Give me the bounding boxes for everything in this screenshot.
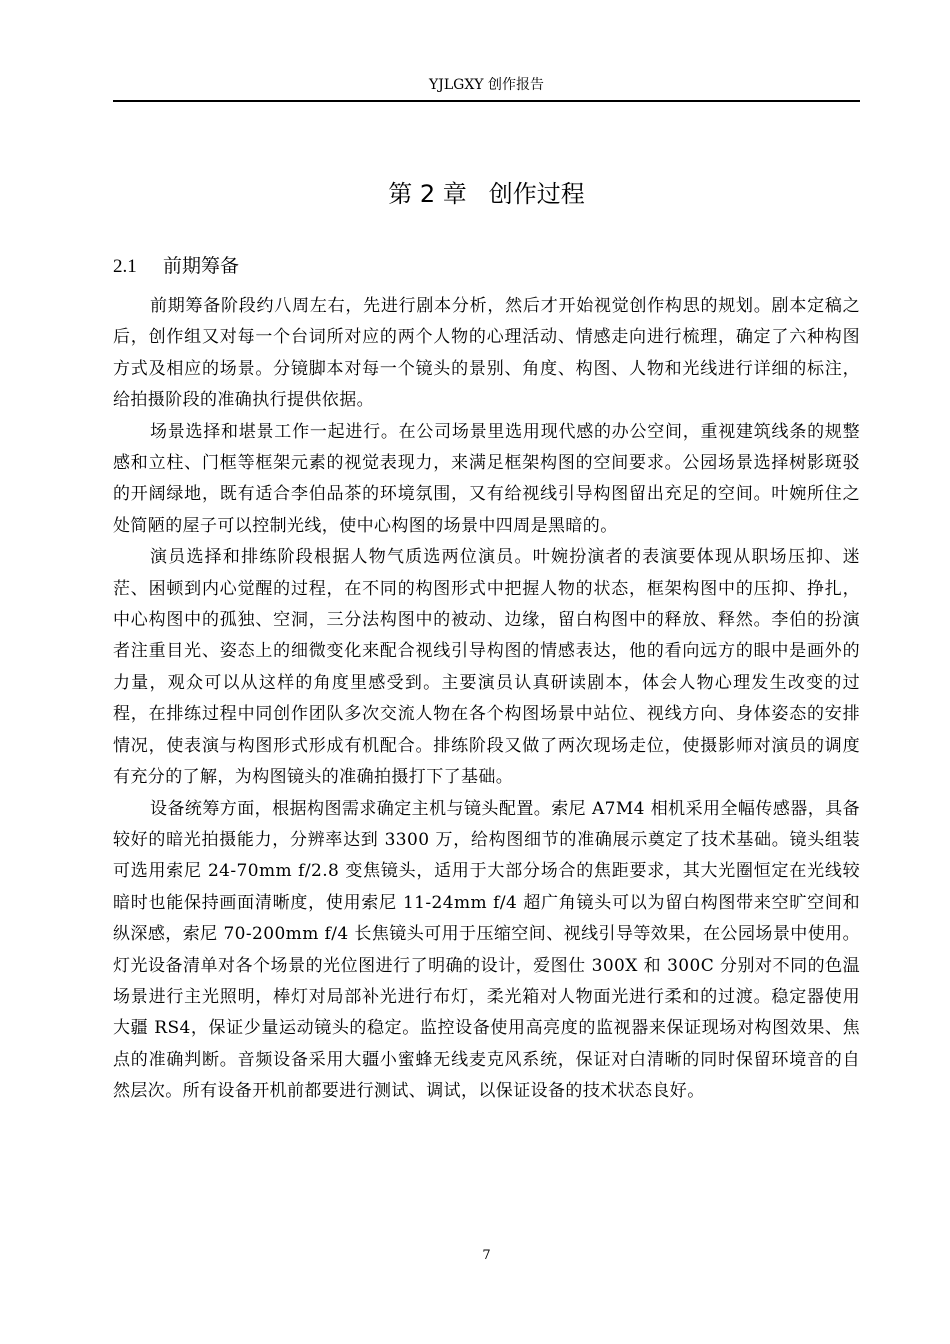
- chapter-title-text: 创作过程: [488, 180, 585, 208]
- body-text: [113, 291, 860, 1108]
- running-header: YJLGXY 创作报告: [429, 77, 544, 93]
- section-heading: [113, 252, 239, 281]
- header-rule: [113, 100, 860, 102]
- section-number: 2.1: [113, 256, 137, 277]
- paragraph-casting-rehearsal: 演员选择和排练阶段根据人物气质选两位演员。叶婉扮演者的表演要体现从职场压抑、迷茫、困顿到内心觉醒的过程，在不同的构图形式中把握人物的状态，框架构图中的压抑、挣扎，中心构图中的孤独、空洞，三分法构图中的被动、边缘，留白构图中的释放、释然。李伯的扮演者注重目光、姿态上的细微变化来配合视线引导构图的情感表达，他的看向远方的眼中是画外的力量，观众可以从这样的角度里感受到。主要演员认真研读剧本，体会人物心理发生改变的过程，在排练过程中同创作团队多次交流人物在各个构图场景中站位、视线方向、身体姿态的安排情况，使表演与构图形式形成有机配合。排练阶段又做了两次现场走位，使摄影师对演员的调度有充分的了解，为构图镜头的准确拍摄打下了基础。: [113, 547, 860, 788]
- page-number: 7: [482, 1248, 491, 1263]
- paragraph-planning: 前期筹备阶段约八周左右，先进行剧本分析，然后才开始视觉创作构思的规划。剧本定稿之后，创作组又对每一个台词所对应的两个人物的心理活动、情感走向进行梳理，确定了六种构图方式及相应的场景。分镜脚本对每一个镜头的景别、角度、构图、人物和光线进行详细的标注，给拍摄阶段的准确执行提供依据。: [113, 296, 860, 411]
- paragraph-equipment: 设备统筹方面，根据构图需求确定主机与镜头配置。索尼 A7M4 相机采用全幅传感器，具备较好的暗光拍摄能力，分辨率达到 3300 万，给构图细节的准确展示奠定了技术基础。镜头组装可选用索尼 24-70mm f/2.8 变焦镜头，适用于大部分场合的焦距要求，其大光圈恒定在光线较暗时也能保持画面清晰度，使用索尼 11-24mm f/4 超广角镜头可以为留白构图带来空旷空间和纵深感，索尼 70-200mm f/4 长焦镜头可用于压缩空间、视线引导等效果，在公园场景中使用。灯光设备清单对各个场景的光位图进行了明确的设计，爱图仕 300X 和 300C 分别对不同的色温场景进行主光照明，棒灯对局部补光进行布灯，柔光箱对人物面光进行柔和的过渡。稳定器使用大疆 RS4，保证少量运动镜头的稳定。监控设备使用高亮度的监视器来保证现场对构图效果、焦点的准确判断。音频设备采用大疆小蜜蜂无线麦克风系统，保证对白清晰的同时保留环境音的自然层次。所有设备开机前都要进行测试、调试，以保证设备的技术状态良好。: [113, 798, 860, 1102]
- section-title: 前期筹备: [163, 255, 240, 277]
- chapter-title: [113, 178, 860, 210]
- paragraph-location-scouting: 场景选择和堪景工作一起进行。在公司场景里选用现代感的办公空间，重视建筑线条的规整感和立柱、门框等框架元素的视觉表现力，来满足框架构图的空间要求。公园场景选择树影斑驳的开阔绿地，既有适合李伯品茶的环境氛围，又有给视线引导构图留出充足的空间。叶婉所住之处简陋的屋子可以控制光线，使中心构图的场景中四周是黑暗的。: [113, 421, 860, 536]
- chapter-number: 第 2 章: [388, 180, 467, 208]
